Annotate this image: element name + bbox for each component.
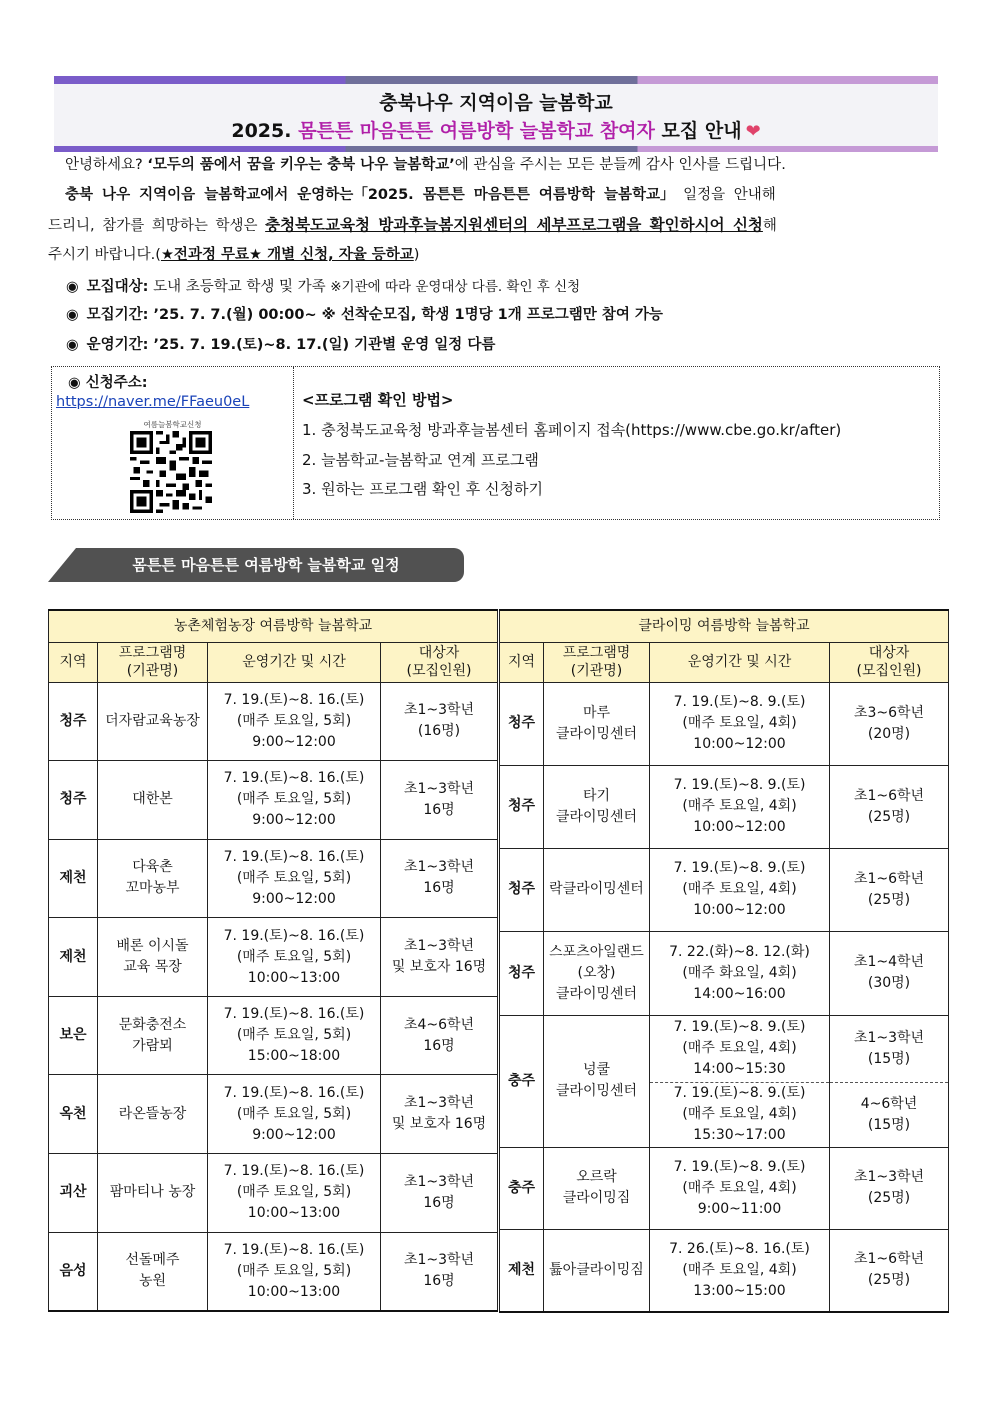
target-cell (381, 839, 498, 918)
apply-box (51, 366, 940, 520)
intro-p3-b: 충청북도교육청 방과후늘봄지원센터의 세부프로그램을 확인하시어 신청 (265, 216, 763, 234)
cell-line: 7. 19.(토)~8. 16.(토) (223, 1163, 365, 1180)
cell-line: 대한본 (132, 791, 173, 808)
table-row (49, 918, 498, 997)
cell-line: (15명) (867, 1050, 911, 1067)
intro-line-3 (48, 210, 948, 241)
cell-line: 초1~3학년 (403, 1173, 475, 1190)
cell-line: 15:00~18:00 (247, 1048, 341, 1065)
cell-line: 16명 (423, 801, 455, 818)
intro-p4-a: 주시기 바랍니다.( (48, 247, 161, 263)
banner-top-bar (54, 76, 938, 84)
cell-line: 초1~6학년 (853, 1251, 925, 1268)
target-cell (830, 1015, 949, 1082)
cell-line: 초3~6학년 (853, 704, 925, 721)
period-cell (208, 761, 381, 840)
target-cell (381, 682, 498, 761)
cell-line: 10:00~13:00 (247, 1283, 341, 1300)
cell-line: 초1~3학년 (403, 859, 475, 876)
period-cell (208, 682, 381, 761)
col-region: 지역 (49, 642, 98, 682)
cell-line: 초1~6학년 (853, 787, 925, 804)
cell-line: 초1~3학년 (403, 780, 475, 797)
section-title: 몸튼튼 마음튼튼 여름방학 늘봄학교 일정 (132, 556, 400, 574)
bullet-label: 운영기간: (86, 337, 149, 353)
cell-line: (매주 토요일, 5회) (236, 1105, 352, 1122)
qr-caption: 여름늘봄학교신청 (143, 420, 202, 429)
climbing-schedule-table (499, 609, 949, 1313)
target-cell (381, 1154, 498, 1233)
table-row (49, 839, 498, 918)
intro-p1-a: 안녕하세요? (65, 157, 148, 173)
cell-line: (매주 토요일, 4회) (682, 1040, 797, 1056)
region-cell: 충주 (500, 1015, 544, 1147)
region-cell: 제천 (500, 1229, 544, 1312)
cell-line: (매주 토요일, 5회) (236, 1184, 352, 1201)
howto-step-1: 1. 충청북도교육청 방과후늘봄센터 홈페이지 접속(https://www.cbe.go.kr/after) (302, 421, 842, 439)
cell-line: 7. 19.(토)~8. 9.(토) (673, 777, 806, 793)
program-name-cell (544, 848, 650, 931)
target-cell (381, 918, 498, 997)
col-program (98, 642, 208, 682)
cell-line: 16명 (423, 1273, 455, 1290)
table-row (500, 1015, 949, 1082)
col-period: 운영기간 및 시간 (650, 642, 830, 682)
region-cell: 청주 (500, 682, 544, 765)
target-cell (830, 1229, 949, 1312)
cell-line: (매주 토요일, 5회) (236, 948, 352, 965)
cell-line: 초1~3학년 (853, 1169, 925, 1185)
table-row (500, 765, 949, 848)
bullet-operation-period (66, 333, 495, 354)
cell-line: 스포츠아일랜드 (549, 943, 644, 960)
intro-p3-a: 드리니, 참가를 희망하는 학생은 (48, 218, 266, 234)
cell-line: 9:00~11:00 (697, 1200, 782, 1217)
cell-line: 넝쿨 (582, 1062, 611, 1078)
program-name-cell (98, 761, 208, 840)
target-cell (381, 1232, 498, 1311)
cell-line: 초1~4학년 (853, 954, 925, 970)
banner-line2-prefix: 2025. (231, 120, 299, 142)
cell-line: 초1~3학년 (403, 1252, 475, 1269)
table-row (49, 761, 498, 840)
target-cell (830, 1082, 949, 1147)
program-name-cell (98, 839, 208, 918)
cell-line: 초1~3학년 (403, 938, 475, 955)
cell-line: 7. 22.(화)~8. 12.(화) (669, 943, 810, 960)
howto-step-2: 2. 늘봄학교-늘봄학교 연계 프로그램 (302, 451, 539, 469)
cell-line: 7. 19.(토)~8. 16.(토) (223, 1006, 365, 1023)
cell-line: 10:00~12:00 (693, 902, 786, 918)
col-target (830, 642, 949, 682)
cell-line: 가람뫼 (132, 1037, 173, 1054)
period-cell (208, 996, 381, 1075)
program-name-cell (98, 1075, 208, 1154)
banner-line2 (54, 116, 938, 143)
apply-address-panel (52, 367, 293, 519)
cell-line: (매주 토요일, 5회) (236, 791, 352, 808)
cell-line: 초1~3학년 (403, 1095, 475, 1112)
cell-line: (16명) (417, 723, 461, 740)
cell-line: 14:00~16:00 (693, 985, 786, 1002)
cell-line: 초1~3학년 (403, 702, 475, 719)
cell-line: 13:00~15:00 (693, 1282, 786, 1299)
cell-line: (오창) (577, 964, 616, 981)
cell-line: 16명 (423, 880, 455, 897)
heart-hand-icon: ❤ (745, 121, 761, 142)
target-cell (830, 682, 949, 765)
table-row (49, 1154, 498, 1233)
cell-line: (25명) (867, 1272, 911, 1289)
region-cell: 제천 (49, 839, 98, 918)
period-cell (650, 1229, 830, 1312)
climbing-table-title: 클라이밍 여름방학 늘봄학교 (500, 610, 949, 642)
cell-line: 7. 19.(토)~8. 9.(토) (673, 860, 806, 876)
apply-divider (293, 367, 294, 519)
cell-line: 7. 26.(토)~8. 16.(토) (669, 1240, 810, 1257)
cell-line: 다육촌 (132, 859, 173, 876)
col-program-main: 프로그램명 (562, 645, 631, 661)
target-cell (381, 1075, 498, 1154)
cell-line: 클라이밍센터 (555, 985, 638, 1002)
cell-line: (매주 토요일, 4회) (682, 1179, 797, 1196)
period-cell (208, 839, 381, 918)
col-program-sub: (기관명) (126, 663, 179, 679)
cell-line: (매주 토요일, 4회) (682, 798, 797, 814)
bullet-recruit-target (66, 275, 580, 296)
cell-line: 15:30~17:00 (693, 1127, 786, 1143)
cell-line: (25명) (867, 1190, 911, 1206)
table-row (500, 682, 949, 765)
cell-line: (매주 토요일, 4회) (682, 881, 797, 897)
region-cell: 청주 (500, 848, 544, 931)
program-name-cell (544, 1147, 650, 1229)
target-cell (830, 931, 949, 1015)
table-row (500, 931, 949, 1015)
bullet-text: 도내 초등학교 학생 및 가족 (148, 279, 331, 295)
region-cell: 제천 (49, 918, 98, 997)
cell-line: 마루 (582, 704, 611, 721)
col-target-main: 대상자 (418, 645, 460, 661)
cell-line: (매주 토요일, 5회) (236, 869, 352, 886)
table-row (49, 1232, 498, 1311)
target-cell (830, 765, 949, 848)
target-cell (381, 996, 498, 1075)
cell-line: (15명) (867, 1116, 911, 1133)
cell-line: 7. 19.(토)~8. 16.(토) (223, 691, 365, 708)
region-cell: 충주 (500, 1147, 544, 1229)
cell-line: 7. 19.(토)~8. 9.(토) (673, 1019, 806, 1035)
program-name-cell (544, 1015, 650, 1147)
apply-url-link[interactable]: https://naver.me/FFaeu0eL (56, 394, 250, 410)
cell-line: 라온뜰농장 (118, 1105, 187, 1122)
program-name-cell (544, 1229, 650, 1312)
cell-line: 클라이밍센터 (555, 1083, 638, 1099)
target-cell (381, 761, 498, 840)
col-target-main: 대상자 (868, 645, 910, 661)
region-cell: 청주 (500, 765, 544, 848)
cell-line: 10:00~13:00 (247, 1205, 341, 1222)
cell-line: 및 보호자 16명 (391, 959, 487, 976)
cell-line: 초1~6학년 (853, 870, 925, 887)
cell-line: (매주 토요일, 5회) (236, 712, 352, 729)
period-cell (650, 1015, 830, 1082)
cell-line: 7. 19.(토)~8. 16.(토) (223, 848, 365, 865)
cell-line: (매주 토요일, 4회) (682, 715, 797, 731)
period-cell (650, 765, 830, 848)
cell-line: 9:00~12:00 (252, 890, 336, 907)
cell-line: (매주 토요일, 4회) (682, 1261, 797, 1278)
cell-line: 클라이밍짐 (562, 1190, 631, 1206)
bullet-mark: ◉ (66, 279, 79, 295)
region-cell: 청주 (500, 931, 544, 1015)
cell-line: 초4~6학년 (403, 1016, 475, 1033)
cell-line: 16명 (423, 1037, 455, 1054)
region-cell: 청주 (49, 682, 98, 761)
cell-line: 팜마티나 농장 (109, 1184, 196, 1201)
intro-p1-b: ‘모두의 품에서 꿈을 키우는 충북 나우 늘봄학교’ (147, 157, 455, 173)
intro-line-4 (48, 240, 948, 270)
qr-code-icon (130, 431, 212, 513)
intro-p4-c: ) (413, 247, 420, 263)
table-row (500, 848, 949, 931)
cell-line: 7. 19.(토)~8. 16.(토) (223, 1241, 365, 1258)
col-region: 지역 (500, 642, 544, 682)
bullet-label: 모집대상: (86, 279, 149, 295)
region-cell: 보은 (49, 996, 98, 1075)
program-name-cell (98, 1154, 208, 1233)
col-period: 운영기간 및 시간 (208, 642, 381, 682)
cell-line: 7. 19.(토)~8. 16.(토) (223, 770, 365, 787)
period-cell (650, 1147, 830, 1229)
program-name-cell (544, 765, 650, 848)
col-target-sub: (모집인원) (406, 663, 472, 679)
bullet-text: ’25. 7. 19.(토)~8. 17.(일) 기관별 운영 일정 다름 (148, 337, 496, 353)
period-cell (650, 931, 830, 1015)
banner-line2-suffix: 모집 안내 (654, 120, 742, 142)
cell-line: 10:00~12:00 (693, 819, 786, 835)
region-cell: 음성 (49, 1232, 98, 1311)
col-target (381, 642, 498, 682)
howto-title: <프로그램 확인 방법> (302, 391, 454, 409)
period-cell (650, 682, 830, 765)
cell-line: 및 보호자 16명 (391, 1116, 487, 1133)
col-program-sub: (기관명) (570, 663, 623, 679)
program-name-cell (98, 996, 208, 1075)
period-cell (208, 918, 381, 997)
table-row (49, 682, 498, 761)
cell-line: 9:00~12:00 (252, 812, 336, 829)
intro-line-2 (48, 180, 948, 210)
cell-line: 7. 19.(토)~8. 9.(토) (673, 1085, 806, 1101)
cell-line: 더자람교육농장 (105, 712, 200, 729)
program-name-cell (544, 931, 650, 1015)
cell-line: (20명) (867, 725, 911, 742)
target-cell (830, 1147, 949, 1229)
cell-line: 오르락 (576, 1169, 617, 1185)
bullet-note: ※기관에 따라 운영대상 다름. 확인 후 신청 (330, 279, 581, 295)
program-name-cell (98, 1232, 208, 1311)
apply-address-label (68, 371, 148, 392)
period-cell (208, 1232, 381, 1311)
bullet-recruit-period (66, 303, 663, 324)
table-row (500, 1147, 949, 1229)
cell-line: 농원 (138, 1273, 167, 1290)
bullet-mark: ◉ (66, 337, 79, 353)
bullet-mark: ◉ (66, 307, 79, 323)
target-cell (830, 848, 949, 931)
cell-line: 9:00~12:00 (252, 733, 336, 750)
cell-line: 14:00~15:30 (693, 1061, 786, 1077)
cell-line: 타기 (582, 787, 611, 804)
cell-line: 10:00~13:00 (247, 969, 341, 986)
section-title-tab (48, 548, 464, 582)
apply-mark: ◉ (68, 375, 81, 391)
bullet-text: ’25. 7. 7.(월) 00:00~ ※ 선착순모집, 학생 1명당 1개 프로그램만 참여 가능 (148, 307, 663, 323)
period-cell (208, 1075, 381, 1154)
intro-p2-a: 충북 나우 지역이음 늘봄학교에서 운영하는 (65, 187, 354, 203)
cell-line: 4~6학년 (860, 1095, 918, 1112)
program-name-cell (544, 682, 650, 765)
cell-line: 초1~3학년 (853, 1029, 925, 1046)
apply-label-text: 신청주소: (85, 375, 148, 391)
intro-p1-c: 에 관심을 주시는 모든 분들께 감사 인사를 드립니다. (454, 157, 786, 173)
cell-line: 락클라이밍센터 (549, 881, 644, 897)
cell-line: 클라이밍센터 (555, 808, 638, 825)
intro-p2-b: 「2025. 몸튼튼 마음튼튼 여름방학 늘봄학교」 (353, 187, 675, 203)
banner-line1: 충북나우 지역이음 늘봄학교 (379, 92, 613, 114)
bullet-label: 모집기간: (86, 307, 149, 323)
intro-line-1 (48, 150, 948, 180)
cell-line: 클라이밍센터 (555, 725, 638, 742)
program-name-cell (98, 682, 208, 761)
farm-table-title: 농촌체험농장 여름방학 늘봄학교 (49, 610, 498, 642)
table-row (500, 1229, 949, 1312)
period-cell (650, 848, 830, 931)
cell-line: 꼬마농부 (125, 880, 180, 897)
cell-line: (매주 토요일, 5회) (236, 1262, 352, 1279)
cell-line: 10:00~12:00 (693, 736, 786, 752)
cell-line: 7. 19.(토)~8. 16.(토) (223, 927, 365, 944)
title-banner (54, 76, 938, 152)
cell-line: 선돌메주 (125, 1252, 180, 1269)
program-name-cell (98, 918, 208, 997)
banner-line2-highlight: 몸튼튼 마음튼튼 여름방학 늘봄학교 참여자 (298, 120, 655, 142)
cell-line: 교육 목장 (123, 959, 182, 976)
period-cell (208, 1154, 381, 1233)
farm-schedule-table (48, 609, 498, 1312)
region-cell: 옥천 (49, 1075, 98, 1154)
cell-line: (25명) (867, 891, 911, 908)
col-program-main: 프로그램명 (118, 645, 187, 661)
table-row (49, 996, 498, 1075)
col-program (544, 642, 650, 682)
cell-line: (매주 토요일, 5회) (236, 1027, 352, 1044)
region-cell: 괴산 (49, 1154, 98, 1233)
cell-line: (30명) (867, 975, 911, 991)
cell-line: 16명 (423, 1194, 455, 1211)
intro-p2-c: 일정을 안내해 (674, 187, 776, 203)
cell-line: 7. 19.(토)~8. 9.(토) (673, 1158, 806, 1175)
intro-p4-b: ★전과정 무료★ 개별 신청, 자율 등하교 (160, 247, 414, 263)
cell-line: 7. 19.(토)~8. 16.(토) (223, 1084, 365, 1101)
intro-p3-c: 해 (762, 218, 777, 234)
col-target-sub: (모집인원) (856, 663, 922, 679)
cell-line: 9:00~12:00 (252, 1126, 336, 1143)
table-row (49, 1075, 498, 1154)
region-cell: 청주 (49, 761, 98, 840)
cell-line: (25명) (867, 808, 911, 825)
period-cell (650, 1082, 830, 1147)
cell-line: 튪아클라이밍짐 (549, 1261, 644, 1278)
cell-line: (매주 토요일, 4회) (682, 1106, 797, 1122)
cell-line: 배론 이시돌 (116, 938, 189, 955)
cell-line: (매주 화요일, 4회) (682, 964, 797, 981)
howto-step-3: 3. 원하는 프로그램 확인 후 신청하기 (302, 480, 544, 498)
cell-line: 문화충전소 (118, 1016, 187, 1033)
cell-line: 7. 19.(토)~8. 9.(토) (673, 694, 806, 710)
